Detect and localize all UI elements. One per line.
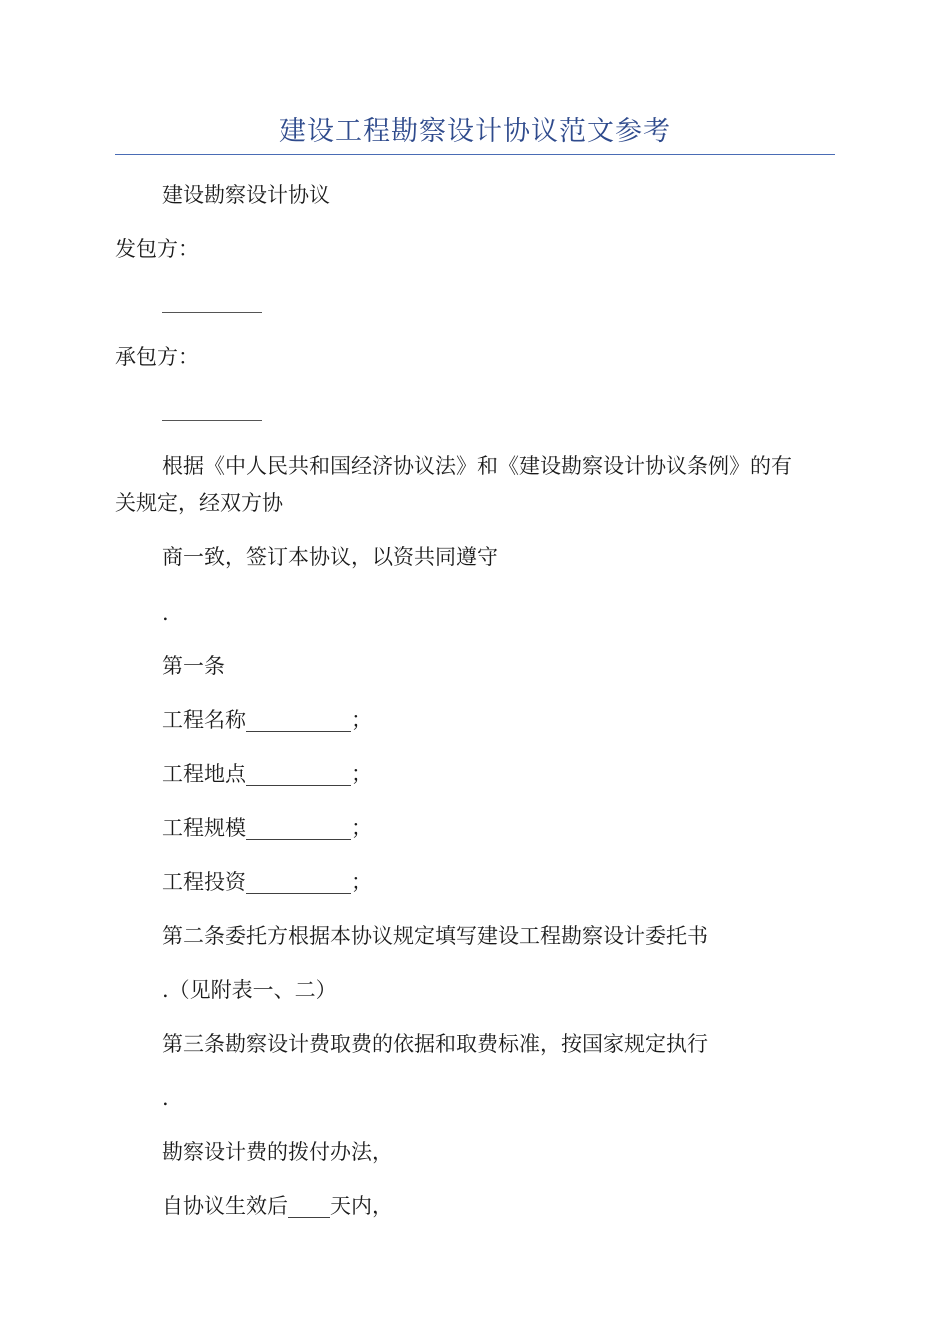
article-1-heading: 第一条 bbox=[162, 654, 225, 678]
project-name-field: 工程名称__________； bbox=[162, 708, 372, 732]
article-2-text: 第二条委托方根据本协议规定填写建设工程勘察设计委托书 bbox=[162, 924, 708, 948]
party-a-blank bbox=[162, 312, 262, 313]
preamble-line-1: 根据《中人民共和国经济协议法》和《建设勘察设计协议条例》的有 bbox=[162, 454, 792, 478]
party-b-blank bbox=[162, 420, 262, 421]
preamble-line-2: 关规定，经双方协 bbox=[115, 491, 283, 515]
document-title: 建设工程勘察设计协议范文参考 bbox=[279, 116, 671, 147]
payment-days-text: 自协议生效后____天内， bbox=[162, 1194, 393, 1218]
period-line-1: . bbox=[162, 601, 169, 625]
title-underline bbox=[115, 154, 835, 155]
period-line-2: . bbox=[162, 1086, 169, 1110]
article-2-note: .（见附表一、二） bbox=[162, 978, 337, 1002]
article-3-text: 第三条勘察设计费取费的依据和取费标准，按国家规定执行 bbox=[162, 1032, 708, 1056]
party-b-label: 承包方： bbox=[115, 345, 199, 369]
contract-heading: 建设勘察设计协议 bbox=[162, 183, 330, 207]
project-scale-field: 工程规模__________； bbox=[162, 816, 372, 840]
project-investment-field: 工程投资__________； bbox=[162, 870, 372, 894]
project-location-field: 工程地点__________； bbox=[162, 762, 372, 786]
preamble-line-3: 商一致，签订本协议，以资共同遵守 bbox=[162, 545, 498, 569]
payment-method-text: 勘察设计费的拨付办法， bbox=[162, 1140, 393, 1164]
party-a-label: 发包方： bbox=[115, 237, 199, 261]
